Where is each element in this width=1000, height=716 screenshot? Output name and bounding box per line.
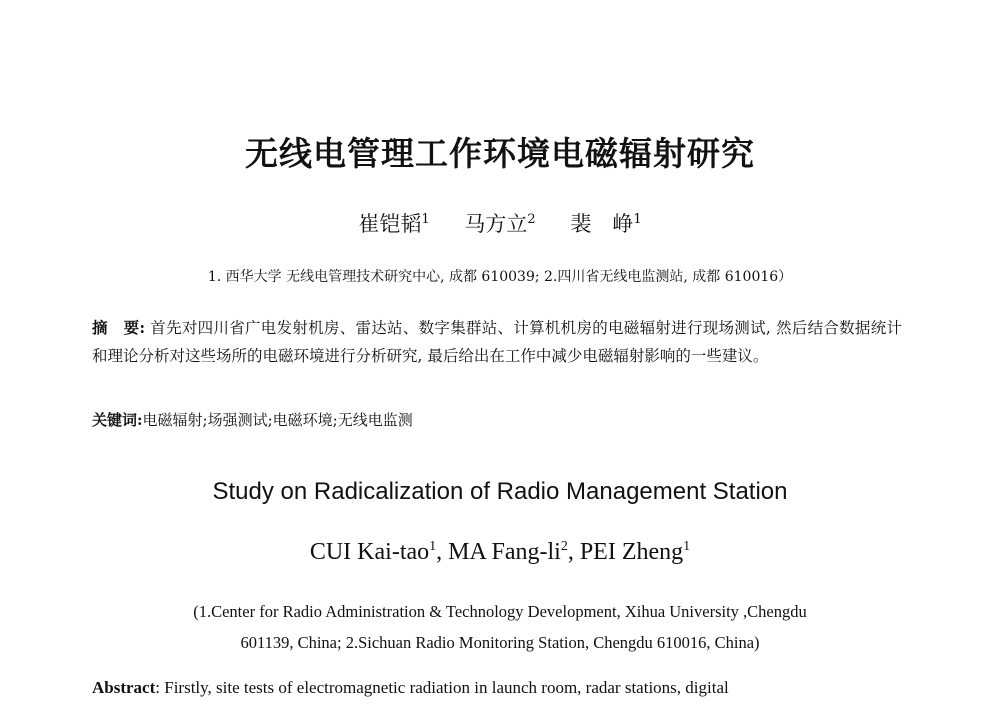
chinese-keywords-label: 关键词:	[92, 411, 143, 429]
chinese-keywords-text: 电磁辐射;场强测试;电磁环境;无线电监测	[142, 411, 413, 429]
chinese-author-3: 裴 峥$^1$	[570, 212, 642, 236]
english-affiliations	[120, 596, 880, 658]
english-author-1: CUI Kai-tao$^1$	[309, 539, 437, 565]
english-affiliations-line-1: (1.Center for Radio Administration & Technology Development, Xihua University ,Chengdu	[193, 602, 807, 621]
chinese-abstract-label: 摘 要:	[92, 318, 146, 337]
english-affiliations-line-2: 601139, China; 2.Sichuan Radio Monitoring Station, Chengdu 610016, China)	[240, 633, 760, 652]
chinese-title: 无线电管理工作环境电磁辐射研究	[245, 134, 755, 173]
chinese-author-2: 马方立$^2$	[464, 212, 536, 236]
english-title: Study on Radicalization of Radio Management Station	[212, 478, 788, 505]
english-abstract-text: : Firstly, site tests of electromagnetic radiation in launch room, radar stations, digital	[155, 678, 729, 697]
chinese-affiliations: 1. 西华大学 无线电管理技术研究中心, 成都 610039; 2.四川省无线电监测站, 成都 610016）	[207, 269, 793, 285]
chinese-author-1: 崔铠韬$^1$	[358, 212, 430, 236]
chinese-abstract	[92, 314, 902, 370]
english-abstract	[92, 673, 902, 703]
chinese-authors	[0, 208, 1000, 238]
english-author-3: PEI Zheng$^1$	[579, 539, 691, 565]
english-author-2: MA Fang-$li^2$	[448, 539, 568, 565]
english-abstract-label: Abstract	[92, 678, 156, 697]
chinese-keywords	[92, 409, 902, 430]
chinese-abstract-text: 首先对四川省广电发射机房、雷达站、数字集群站、计算机机房的电磁辐射进行现场测试, 然后结合数据统计和理论分析对这些场所的电磁环境进行分析研究, 最后给出在工作中减少电磁辐射影响的一些建议。	[92, 319, 902, 365]
english-authors: CUI Kai-tao$^1$, MA Fang-$li^2$, PEI Zheng$^1$	[309, 539, 691, 565]
